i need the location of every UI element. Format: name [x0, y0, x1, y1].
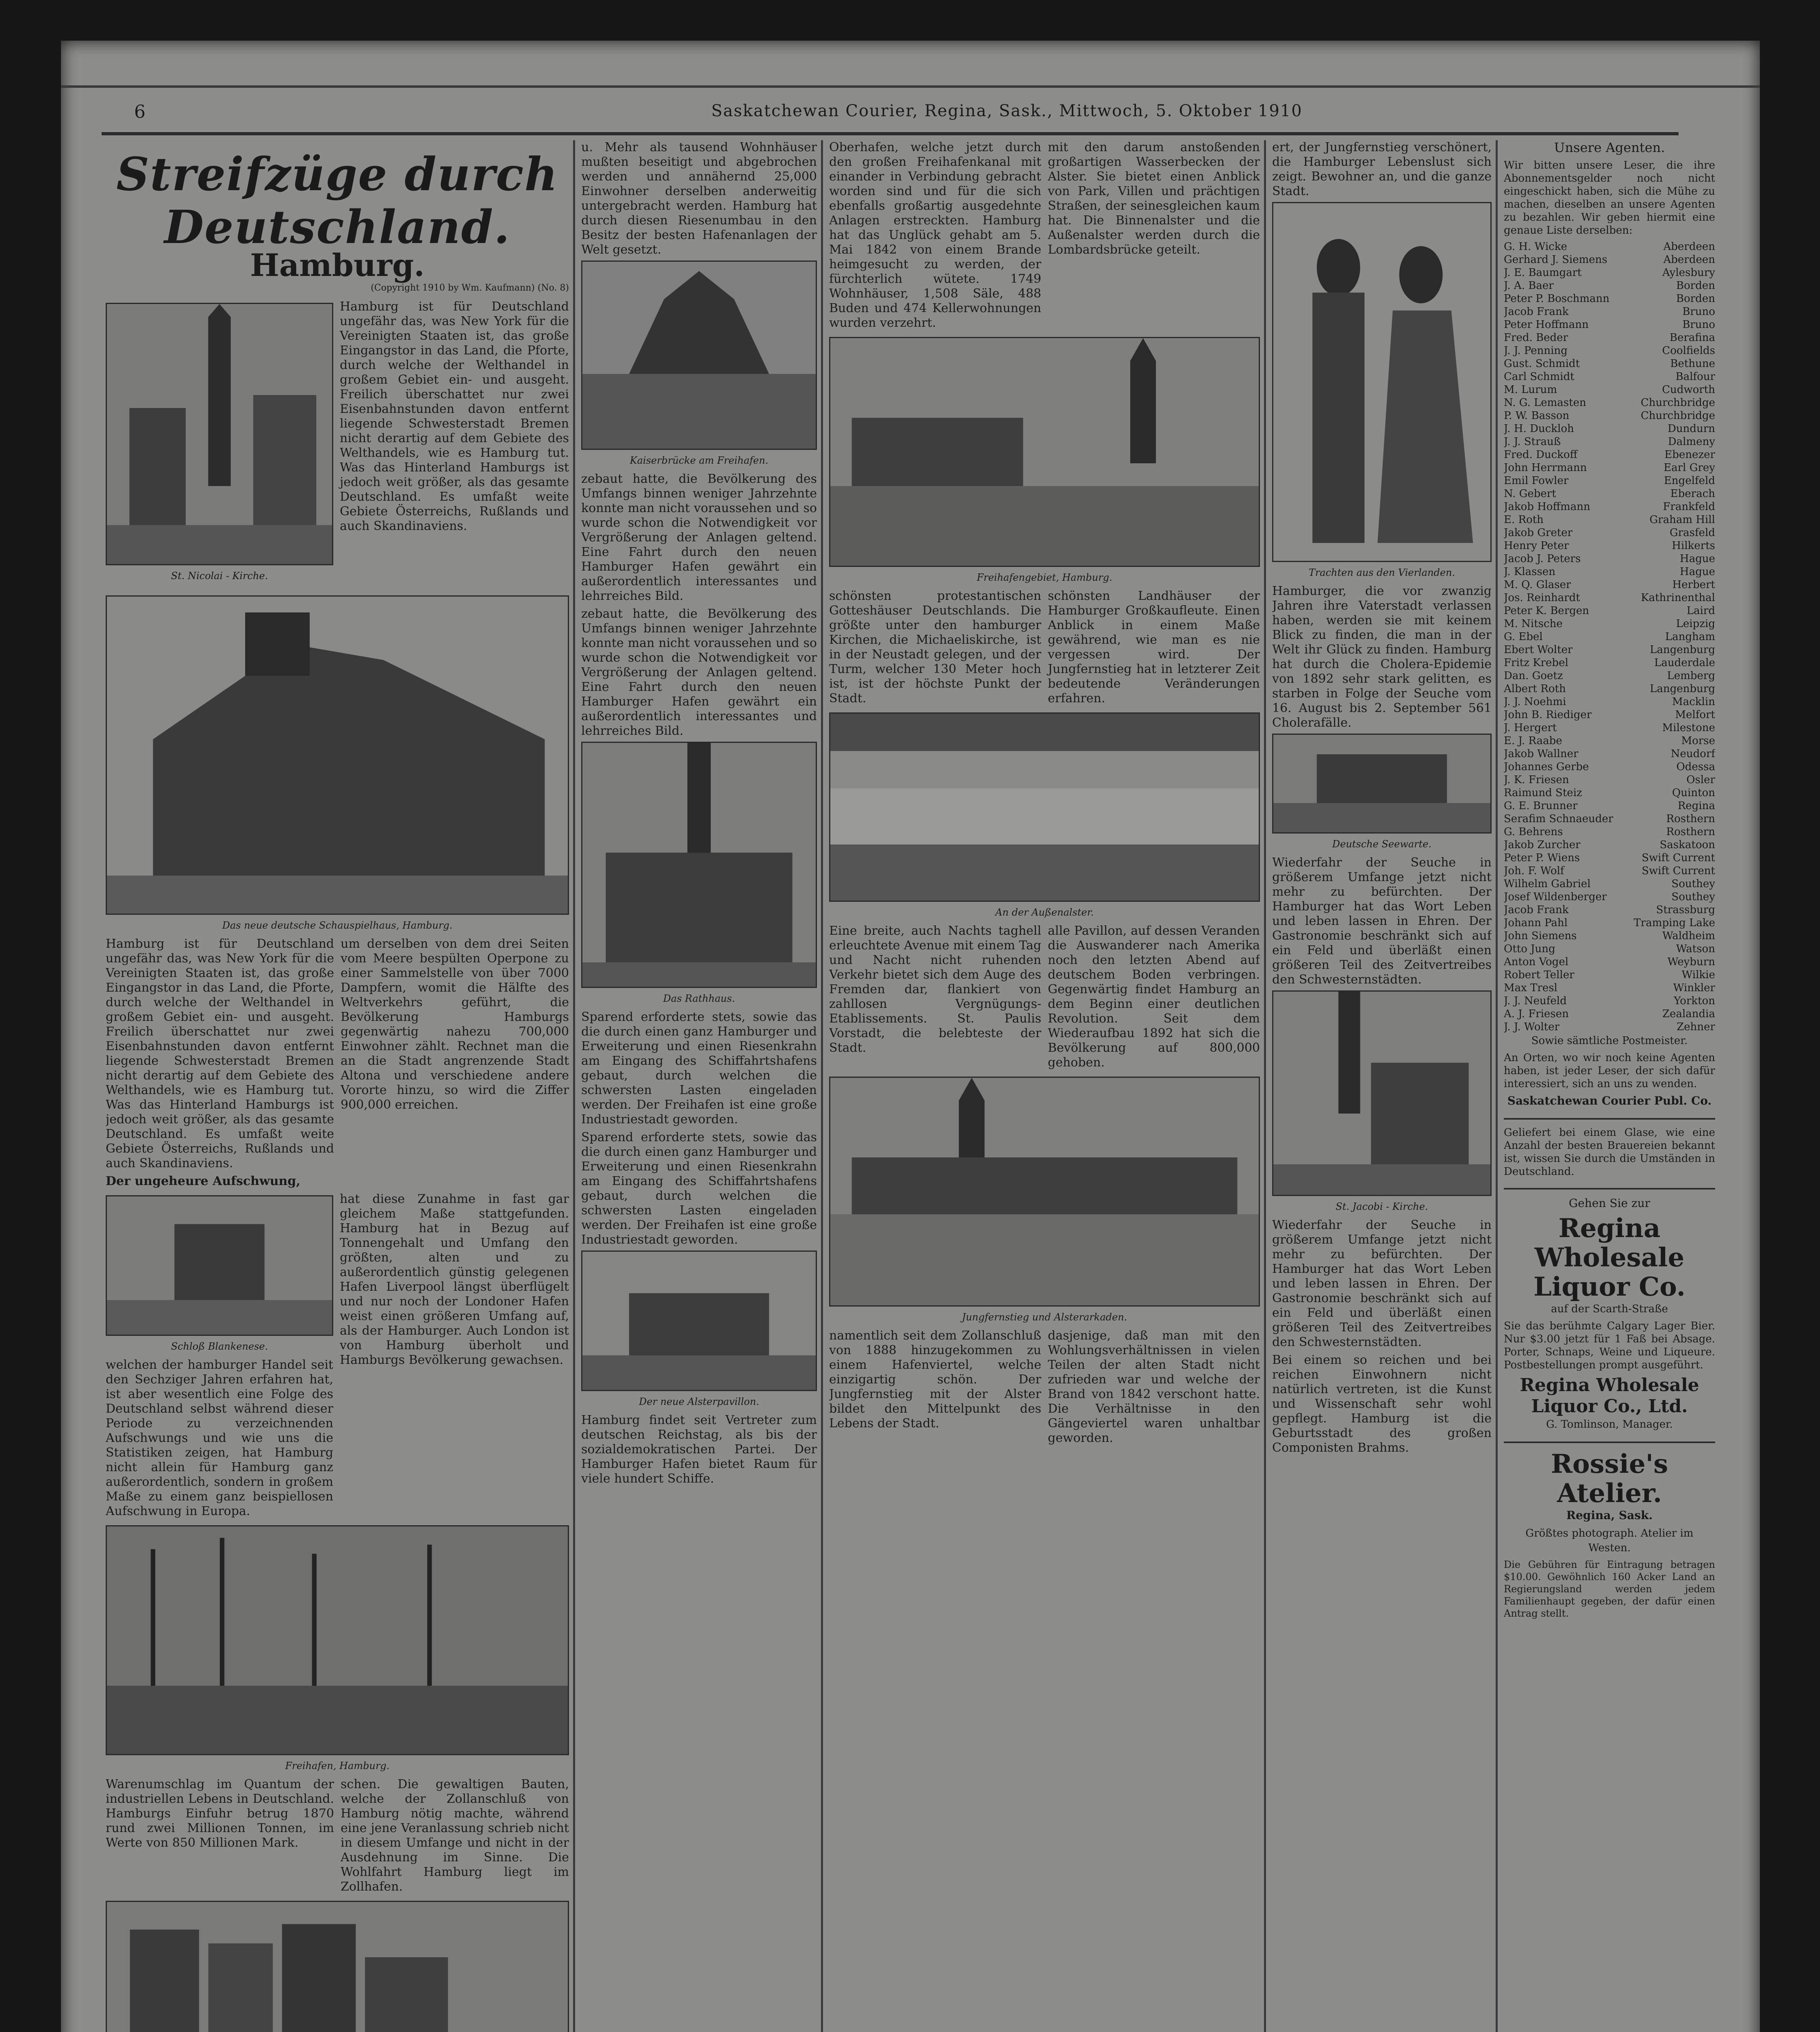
agent-name: Fritz Krebel [1504, 657, 1568, 669]
agent-row [1504, 318, 1715, 331]
column-6 [1272, 140, 1492, 2032]
agent-town: Leipzig [1676, 618, 1715, 630]
agent-row [1504, 838, 1715, 851]
agent-town: Engelfeld [1664, 475, 1715, 487]
caption-st-nicolai: St. Nicolai - Kirche. [171, 570, 268, 582]
agent-name: Jacob Frank [1504, 904, 1569, 916]
caption-jungfernstieg: Jungfernstieg und Alsterarkaden. [962, 1311, 1127, 1323]
copyright-line: (Copyright 1910 by Wm. Kaufmann) (No. 8) [371, 283, 569, 293]
agent-town: Neudorf [1670, 748, 1715, 760]
agent-name: G. E. Brunner [1504, 800, 1578, 812]
agent-town: Langenburg [1650, 683, 1715, 695]
col6-para-4: Wiederfahr der Seuche in größerem Umfange jetzt nicht mehr zu befürchten. Der Hamburger hat das Wort Leben und leben lassen in Ehren. Der Gastronomie beschränkt sich auf ein Feld und überläßt einen größeren Teil des Zeitvertreibes den Schwesternstädten. [1272, 1218, 1492, 1349]
newspaper-page [61, 41, 1760, 2032]
agent-row [1504, 773, 1715, 786]
header-rule [102, 132, 1679, 135]
atelier-sub: Größtes photograph. Atelier im Westen. [1525, 1527, 1694, 1554]
agent-town: Ebenezer [1664, 449, 1715, 461]
agent-town: Bethune [1670, 358, 1715, 370]
agent-row [1504, 708, 1715, 721]
agent-name: John Siemens [1504, 930, 1577, 942]
agent-town: Balfour [1675, 371, 1715, 383]
caption-freihafen: Freihafen, Hamburg. [285, 1760, 390, 1771]
agent-name: J. J. Wolter [1504, 1021, 1560, 1033]
agent-name: M. Lurum [1504, 384, 1557, 396]
agent-row [1504, 539, 1715, 552]
agent-row [1504, 799, 1715, 812]
agent-row [1504, 864, 1715, 877]
agent-name: J. J. Neufeld [1504, 995, 1567, 1007]
agent-row [1504, 435, 1715, 448]
liquor-intro: Gehen Sie zur [1568, 1196, 1651, 1210]
agent-town: Southey [1671, 891, 1715, 903]
illustration-schloss [106, 1195, 333, 1336]
caption-kaiserbruecke: Kaiserbrücke am Freihafen. [630, 455, 769, 466]
col4-para-1: Oberhafen, welche jetzt durch den großen Freihafenkanal mit einander in Verbindung gebracht worden sind und für die sich ebenfalls großartig ausgedehnte Anlagen erstreckten. Hamburg hat das Unglück gehabt am 5. Mai 1842 von einem Brande heimgesucht zu werden, der fürchterlich wütete. 1749 Wohnhäuser, 1,508 Säle, 488 Buden und 474 Kellerwohnungen wurden verzehrt. [829, 140, 1041, 330]
agent-row [1504, 747, 1715, 760]
caption-aussenalster: An der Außenalster. [995, 907, 1094, 918]
column-3 [581, 140, 817, 2032]
agent-row [1504, 461, 1715, 474]
agent-town: Winkler [1673, 982, 1715, 994]
agent-row [1504, 825, 1715, 838]
agent-row [1504, 968, 1715, 981]
liquor-name: Regina Wholesale Liquor Co. [1533, 1213, 1686, 1302]
agent-row [1504, 292, 1715, 305]
col1-para-3: welchen der hamburger Handel seit den Sechziger Jahren erfahren hat, ist aber wesentlich eine Folge des Deutschland selbst während dieser Periode zu verzeichnenden Aufschwungs und wie uns die Statistiken zeigen, hat Hamburg nicht allein für Hamburg ganz außerordentlich, sondern in großem Maße zu einem ganz beispiellosen Aufschwung in Europa. [106, 1358, 333, 1518]
agent-row [1504, 643, 1715, 656]
page-header [61, 41, 1760, 122]
agent-name: Peter K. Bergen [1504, 605, 1589, 617]
agent-name: Otto Jung [1504, 943, 1555, 955]
illustration-jungfernstieg [829, 1077, 1260, 1307]
column-divider-2 [821, 140, 823, 2032]
agent-row [1504, 630, 1715, 643]
illustration-alte-stadt [106, 1901, 569, 2032]
col6-para-2: Hamburger, die vor zwanzig Jahren ihre Vaterstadt verlassen haben, werden sie mit keinem Blick zu finden, die man in der Welt ihr Glück zu finden. Hamburg hat durch die Cholera-Epidemie von 1892 sehr stark gelitten, es starben in Folge der Seuche vom 16. August bis 2. September 561 Cholerafälle. [1272, 584, 1492, 730]
agent-town: Kathrinenthal [1641, 592, 1715, 604]
illustration-st-jacobi [1272, 990, 1492, 1196]
col3-para-3b: Sparend erforderte stets, sowie das die durch einen ganz Hamburger und Erweiterung und einen Riesenkrahn am Eingang des Schiffahrtshafens gebaut, durch welchen die schwersten Lasten eingeladen werden. Der Freihafen ist eine große Industriestadt geworden. [581, 1130, 817, 1247]
col3-para-2: zebaut hatte, die Bevölkerung des Umfangs binnen weniger Jahrzehnte konnte man nicht voraussehen und so wurde schon die Notwendigkeit vor Vergrößerung der Anlagen geltend. Eine Fahrt durch den neuen Hamburger Hafen gewährt ein außerordentlich interessantes und lehrreiches Bild. [581, 472, 817, 603]
caption-st-jacobi: St. Jacobi - Kirche. [1336, 1201, 1428, 1212]
agent-town: Langham [1665, 631, 1715, 643]
agent-name: N. G. Lemasten [1504, 397, 1586, 409]
agent-town: Quinton [1672, 787, 1715, 799]
illustration-alsterpavillon [581, 1250, 817, 1391]
agents-footer-2: An Orten, wo wir noch keine Agenten haben, ist jeder Leser, der sich dafür interessiert, sich an uns zu wenden. [1504, 1052, 1715, 1090]
agent-row [1504, 903, 1715, 916]
agent-name: J. K. Friesen [1504, 774, 1569, 786]
agent-name: G. Ebel [1504, 631, 1543, 643]
agent-name: E. Roth [1504, 514, 1544, 526]
column-agents [1504, 140, 1715, 2032]
agent-row [1504, 851, 1715, 864]
agent-row [1504, 812, 1715, 825]
agent-row [1504, 253, 1715, 266]
agent-row [1504, 929, 1715, 942]
agent-town: Churchbridge [1640, 410, 1715, 422]
agent-row [1504, 994, 1715, 1007]
agent-row [1504, 370, 1715, 383]
agents-title: Unsere Agenten. [1554, 140, 1665, 155]
agent-town: Rosthern [1666, 813, 1715, 825]
agent-row [1504, 981, 1715, 994]
agent-row [1504, 955, 1715, 968]
col1-para-2: Hamburg ist für Deutschland ungefähr das, was New York für die Vereinigten Staaten ist, das große Eingangstor in das Land, die Pforte, durch welche der Welthandel in großem Gebiet ein- und ausgeht. Freilich überschattet nur zwei Eisenbahnstunden davon entfernt liegende Schwesterstadt Bremen nicht derartig auf dem Gebiete des Welthandels, wie es Hamburg tut. Was das Hinterland Hamburgs ist jedoch weit größer, als das gesamte Deutschland. Es umfaßt weite Gebiete Österreichs, Rußlands und auch Skandinaviens. [106, 937, 334, 1170]
agent-town: Wilkie [1681, 969, 1715, 981]
agent-name: Max Tresl [1504, 982, 1557, 994]
illustration-aussenalster [829, 712, 1260, 902]
agent-town: Tramping Lake [1633, 917, 1715, 929]
agent-row [1504, 721, 1715, 734]
article-subtitle: Hamburg. [250, 247, 425, 283]
agent-name: Ebert Wolter [1504, 644, 1573, 656]
agent-town: Dundurn [1668, 423, 1715, 435]
illustration-freihafengebiet [829, 337, 1260, 567]
ad-rossie-atelier [1504, 1442, 1715, 1620]
caption-rathaus: Das Rathhaus. [663, 993, 735, 1004]
atelier-text: Die Gebühren für Eintragung betragen $10.00. Gewöhnlich 160 Acker Land an Regierungsland werden jedem Familienhaupt gegeben, der dafür einen Antrag stellt. [1504, 1559, 1715, 1619]
agent-town: Melfort [1675, 709, 1715, 721]
col3-para-3: Sparend erforderte stets, sowie das die durch einen ganz Hamburger und Erweiterung und einen Riesenkrahn am Eingang des Schiffahrtshafens gebaut, durch welchen die schwersten Lasten eingeladen werden. Der Freihafen ist eine große Industriestadt geworden. [581, 1010, 817, 1127]
agent-name: Gerhard J. Siemens [1504, 254, 1607, 266]
col6-para-5: Bei einem so reichen und bei reichen Einwohnern nicht natürlich vertreten, ist die Kunst und Wissenschaft sehr wohl gepflegt. Hamburg ist die Geburtsstadt des großen Componisten Brahms. [1272, 1353, 1492, 1455]
col3-para-4: Hamburg findet seit Vertreter zum deutschen Reichstag, als bis der sozialdemokratischen Partei. Der Hamburger Hafen bietet Raum für viele hundert Schiffe. [581, 1413, 817, 1486]
caption-schloss: Schloß Blankenese. [171, 1341, 268, 1352]
agent-row [1504, 890, 1715, 903]
illustration-vierlanden [1272, 202, 1492, 562]
masthead: Saskatchewan Courier, Regina, Sask., Mittwoch, 5. Oktober 1910 [711, 102, 1303, 120]
illustration-st-nicolai [106, 303, 333, 565]
agent-row [1504, 331, 1715, 344]
agent-row [1504, 682, 1715, 695]
agent-name: Carl Schmidt [1504, 371, 1575, 383]
caption-schauspielhaus: Das neue deutsche Schauspielhaus, Hamburg. [222, 920, 453, 931]
liquor-manager: G. Tomlinson, Manager. [1546, 1418, 1673, 1431]
agent-town: Strassburg [1656, 904, 1715, 916]
agent-row [1504, 942, 1715, 955]
agent-row [1504, 409, 1715, 422]
agent-town: Hilkerts [1672, 540, 1715, 552]
col1-para-1: Hamburg ist für Deutschland ungefähr das, was New York für die Vereinigten Staaten ist, das große Eingangstor in das Land, die Pforte, durch welche der Welthandel in großem Gebiet ein- und ausgeht. Freilich überschattet nur zwei Eisenbahnstunden davon entfernt liegende Schwesterstadt Bremen nicht derartig auf dem Gebiete des Welthandels, wie es Hamburg tut. Was das Hinterland Hamburgs ist jedoch weit größer, als das gesamte Deutschland. Es umfaßt weite Gebiete Österreichs, Rußlands und auch Skandinaviens. [340, 300, 569, 533]
agent-town: Southey [1671, 878, 1715, 890]
agent-town: Bruno [1682, 306, 1715, 318]
page-number: 6 [134, 102, 146, 122]
agent-name: J. J. Strauß [1504, 436, 1561, 448]
col1-para-4: Warenumschlag im Quantum der industriellen Lebens in Deutschland. Hamburgs Einfuhr betrug 1870 rund zwei Millionen Tonnen, im Werte von 850 Millionen Mark. [106, 1777, 334, 1850]
col3-para-1: u. Mehr als tausend Wohnhäuser mußten beseitigt und abgebrochen werden und annähernd 25,000 Einwohner derselben anderweitig untergebracht werden. Hamburg hat durch diesen Riesenumbau in den Besitz der besten Hafenanlagen der Welt gesetzt. [581, 140, 817, 257]
agent-name: Albert Roth [1504, 683, 1566, 695]
agent-name: Gust. Schmidt [1504, 358, 1580, 370]
illustration-kaiserbruecke [581, 261, 817, 450]
agent-name: J. Hergert [1504, 722, 1557, 734]
col3-para-2b: zebaut hatte, die Bevölkerung des Umfangs binnen weniger Jahrzehnte konnte man nicht voraussehen und so wurde schon die Notwendigkeit vor Vergrößerung der Anlagen geltend. Eine Fahrt durch den neuen Hamburger Hafen gewährt ein außerordentlich interessantes und lehrreiches Bild. [581, 607, 817, 738]
publisher-name: Saskatchewan Courier Publ. Co. [1507, 1094, 1712, 1107]
caption-vierlanden: Trachten aus den Vierlanden. [1308, 567, 1455, 578]
col5-para-3: alle Pavillon, auf dessen Veranden die Auswanderer nach Amerika noch den letzten Abend auf deutschem Boden verbringen. Gegenwärtig findet Hamburg an dem Beginn einer deutlichen Revolution. Seit dem Wiederaufbau 1892 hat sich die Bevölkerung auf 800,000 gehoben. [1048, 924, 1260, 1070]
agent-town: Aberdeen [1663, 254, 1715, 266]
agent-town: Swift Current [1642, 852, 1715, 864]
atelier-name: Rossie's Atelier. [1551, 1449, 1668, 1509]
agent-row [1504, 448, 1715, 461]
agent-name: Wilhelm Gabriel [1504, 878, 1591, 890]
caption-seewarte: Deutsche Seewarte. [1332, 838, 1432, 850]
agent-name: John B. Riediger [1504, 709, 1592, 721]
agent-row [1504, 578, 1715, 591]
agent-town: Hague [1680, 553, 1715, 565]
agent-row [1504, 240, 1715, 253]
agent-row [1504, 669, 1715, 682]
agent-town: Osler [1686, 774, 1715, 786]
col1-heading: Der ungeheure Aufschwung, [106, 1174, 300, 1188]
agent-name: Henry Peter [1504, 540, 1569, 552]
agent-name: Josef Wildenberger [1504, 891, 1607, 903]
agent-town: Langenburg [1650, 644, 1715, 656]
agent-row [1504, 695, 1715, 708]
agent-town: Waldheim [1662, 930, 1715, 942]
agent-row [1504, 487, 1715, 500]
agent-name: J. J. Penning [1504, 345, 1568, 357]
agent-name: Joh. F. Wolf [1504, 865, 1564, 877]
agent-name: Raimund Steiz [1504, 787, 1582, 799]
agent-town: Odessa [1676, 761, 1715, 773]
agent-name: Jacob J. Peters [1504, 553, 1581, 565]
agent-town: Macklin [1672, 696, 1715, 708]
agent-town: Zealandia [1662, 1008, 1715, 1020]
ad-regina-liquor [1504, 1188, 1715, 1432]
agent-town: Saskatoon [1659, 839, 1715, 851]
agent-row [1504, 396, 1715, 409]
illustration-rathaus [581, 742, 817, 988]
agent-name: Johann Pahl [1504, 917, 1568, 929]
agent-name: Anton Vogel [1504, 956, 1569, 968]
agent-town: Weyburn [1667, 956, 1715, 968]
agent-name: Jacob Frank [1504, 306, 1569, 318]
ad-beer-note [1504, 1118, 1715, 1178]
agent-name: Jakob Wallner [1504, 748, 1579, 760]
agent-name: Jakob Hoffmann [1504, 501, 1590, 513]
agent-town: Frankfeld [1663, 501, 1715, 513]
agent-row [1504, 656, 1715, 669]
agent-town: Dalmeny [1668, 436, 1715, 448]
agent-row [1504, 266, 1715, 279]
agent-town: Yorkton [1674, 995, 1715, 1007]
column-divider-3 [1264, 140, 1266, 2032]
agent-name: Robert Teller [1504, 969, 1575, 981]
agent-town: Borden [1676, 280, 1715, 292]
agent-row [1504, 526, 1715, 539]
agent-row [1504, 591, 1715, 604]
col2-para-3: schen. Die gewaltigen Bauten, welche der Zollanschluß von Hamburg nötig machte, während eine jene Veranlassung schrieb nicht in diesem Umfange und nicht in der Ausdehnung im Sinne. Die Wohlfahrt Hamburg liegt im Zollhafen. [341, 1777, 569, 1894]
agent-name: N. Gebert [1504, 488, 1556, 500]
agent-row [1504, 1007, 1715, 1020]
agent-name: J. E. Baumgart [1504, 267, 1582, 279]
agent-row [1504, 383, 1715, 396]
agent-name: Jakob Zurcher [1504, 839, 1581, 851]
agent-town: Herbert [1672, 579, 1715, 591]
agent-row [1504, 760, 1715, 773]
agent-row [1504, 604, 1715, 617]
liquor-text: Sie das berühmte Calgary Lager Bier. Nur $3.00 jetzt für 1 Faß bei Absage. Porter, Schnaps, Weine und Liqueure. Postbestellungen prompt ausgeführt. [1504, 1320, 1715, 1371]
agent-name: Fred. Beder [1504, 332, 1568, 344]
col6-para-1: ert, der Jungfernstieg verschönert, die Hamburger Lebenslust sich zeigt. Bewohner an, und die ganze Stadt. [1272, 140, 1492, 198]
agent-name: J. A. Baer [1504, 280, 1554, 292]
agent-town: Watson [1676, 943, 1715, 955]
agent-row [1504, 1020, 1715, 1033]
caption-alsterpavillon: Der neue Alsterpavillon. [639, 1396, 759, 1407]
agent-name: M. Q. Glaser [1504, 579, 1571, 591]
agent-town: Berafina [1669, 332, 1715, 344]
agent-name: J. Klassen [1504, 566, 1555, 578]
agent-town: Aberdeen [1663, 241, 1715, 253]
column-1 [106, 140, 569, 2032]
column-divider-1 [573, 140, 575, 2032]
agent-town: Hague [1680, 566, 1715, 578]
col2-para-2: hat diese Zunahme in fast gar gleichem Maße stattgefunden. Hamburg hat in Bezug auf Tonnengehalt und Umfang den größten, alten und zu außerordentlich günstig gelegenen Hafen Liverpool längst überflügelt und nur noch der Londoner Hafen weist einen größeren Umfang auf, als der Hamburger. Auch London ist von Hamburg überholt und Hamburgs Bevölkerung gewachsen. [340, 1192, 569, 1367]
agent-town: Grasfeld [1669, 527, 1715, 539]
agent-town: Milestone [1662, 722, 1715, 734]
col4-para-4: namentlich seit dem Zollanschluß von 1888 hinzugekommen zu einem Hafenviertel, welche einzigartig schön. Der Jungfernstieg mit der Alster bildet den Mittelpunkt des Lebens der Stadt. [829, 1329, 1041, 1431]
column-4-5 [829, 140, 1260, 2032]
agent-town: Graham Hill [1649, 514, 1715, 526]
col5-para-2: schönsten Landhäuser der Hamburger Großkaufleute. Einen Anblick in einem Maße gewährend, wie man es nie vergessen wird. Der Jungfernstieg hat in letzterer Zeit bedeutende Veränderungen erfahren. [1048, 589, 1260, 706]
col4-para-2: schönsten protestantischen Gotteshäuser Deutschlands. Die größte unter den hamburger Kirchen, die Michaeliskirche, ist in der Neustadt gelegen, und der Turm, welcher 130 Meter hoch ist, ist der höchste Punkt der Stadt. [829, 589, 1041, 706]
agent-row [1504, 617, 1715, 630]
col6-para-3: Wiederfahr der Seuche in größerem Umfange jetzt nicht mehr zu befürchten. Der Hamburger hat das Wort Leben und leben lassen in Ehren. Der Gastronomie beschränkt sich auf ein Feld und überläßt einen größeren Teil des Zeitvertreibes den Schwesternstädten. [1272, 855, 1492, 987]
agent-town: Coolfields [1662, 345, 1715, 357]
illustration-schauspielhaus [106, 595, 569, 915]
agent-town: Zehner [1677, 1021, 1715, 1033]
agent-town: Earl Grey [1664, 462, 1715, 474]
column-divider-4 [1496, 140, 1498, 2032]
agent-row [1504, 513, 1715, 526]
agent-town: Lemberg [1667, 670, 1715, 682]
agent-name: Dan. Goetz [1504, 670, 1563, 682]
agent-name: Serafim Schnaeuder [1504, 813, 1614, 825]
agent-list [1504, 240, 1715, 1033]
agent-row [1504, 305, 1715, 318]
agent-name: Peter P. Wiens [1504, 852, 1580, 864]
agent-name: M. Nitsche [1504, 618, 1563, 630]
agent-row [1504, 552, 1715, 565]
agent-town: Aylesbury [1662, 267, 1715, 279]
illustration-seewarte [1272, 734, 1492, 834]
col5-para-1: mit den darum anstoßenden großartigen Wasserbecken der Alster. Sie bietet einen Anblick von Park, Villen und prächtigen Straßen, der seinesgleichen kaum hat. Die Binnenalster und die Außenalster werden durch die Lombardsbrücke geteilt. [1048, 140, 1260, 257]
agent-town: Borden [1676, 293, 1715, 305]
agent-town: Swift Current [1642, 865, 1715, 877]
agent-name: Jos. Reinhardt [1504, 592, 1580, 604]
agent-town: Laird [1686, 605, 1715, 617]
agent-town: Eberach [1670, 488, 1715, 500]
agent-name: Fred. Duckoff [1504, 449, 1578, 461]
agents-intro: Wir bitten unsere Leser, die ihre Abonnementsgelder noch nicht eingeschickt haben, sich die Mühe zu machen, dieselben an unsere Agenten zu bezahlen. Wir geben hiermit eine genaue Liste derselben: [1504, 159, 1715, 237]
col2-para-1: um derselben von dem drei Seiten vom Meere bespülten Operpone zu einer Sammelstelle von über 7000 Dampfern, womit die Hälfte des Weltverkehrs geführt, die Bevölkerung Hamburgs gegenwärtig nahezu 700,000 Einwohner zählt. Rechnet man die an die Stadt angrenzende Stadt Altona und verschiedene andere Vororte hinzu, so wird die Ziffer 900,000 erreichen. [341, 937, 569, 1112]
agent-row [1504, 279, 1715, 292]
caption-freihafengebiet: Freihafengebiet, Hamburg. [977, 572, 1112, 583]
agent-row [1504, 500, 1715, 513]
col4-para-3: Eine breite, auch Nachts taghell erleuchtete Avenue mit einem Tag und Nacht nicht ruhenden Verkehr bietet sich dem Auge des Fremden dar, flankiert von zahllosen Vergnügungs-Etablissements. St. Paulis Vorstadt, die belebteste der Stadt. [829, 924, 1041, 1055]
agent-name: E. J. Raabe [1504, 735, 1562, 747]
agent-name: Jakob Greter [1504, 527, 1573, 539]
agent-row [1504, 734, 1715, 747]
agent-name: J. H. Duckloh [1504, 423, 1574, 435]
agent-name: Peter P. Boschmann [1504, 293, 1610, 305]
liquor-signature: Regina Wholesale Liquor Co., Ltd. [1520, 1375, 1699, 1417]
article-title: Streifzüge durch Deutschland. [116, 148, 558, 254]
agent-row [1504, 344, 1715, 357]
agent-name: Johannes Gerbe [1504, 761, 1589, 773]
agent-town: Churchbridge [1640, 397, 1715, 409]
illustration-freihafen [106, 1525, 569, 1755]
agent-town: Regina [1677, 800, 1715, 812]
agent-name: J. J. Noehmi [1504, 696, 1566, 708]
agents-footer: Sowie sämtliche Postmeister. [1531, 1035, 1688, 1047]
agent-row [1504, 877, 1715, 890]
agent-name: John Herrmann [1504, 462, 1587, 474]
agent-name: Emil Fowler [1504, 475, 1569, 487]
agent-town: Rosthern [1666, 826, 1715, 838]
agent-row [1504, 422, 1715, 435]
agent-town: Bruno [1682, 319, 1715, 331]
agent-town: Cudworth [1662, 384, 1715, 396]
agent-row [1504, 916, 1715, 929]
agent-name: Peter Hoffmann [1504, 319, 1589, 331]
beer-note-text: Geliefert bei einem Glase, wie eine Anzahl der besten Brauereien bekannt ist, wissen Sie durch die Umständen in Deutschland. [1504, 1127, 1715, 1178]
agent-name: G. Behrens [1504, 826, 1563, 838]
agent-row [1504, 786, 1715, 799]
agent-row [1504, 357, 1715, 370]
atelier-city: Regina, Sask. [1566, 1509, 1653, 1522]
agent-town: Morse [1681, 735, 1715, 747]
col5-para-4: dasjenige, daß man mit den Wohlungsverhältnissen in vielen Teilen der alten Stadt nicht zufrieden war und welche der Brand von 1842 verschont hatte. Die Verhältnisse in den Gängeviertel waren unhaltbar geworden. [1048, 1329, 1260, 1445]
agent-name: A. J. Friesen [1504, 1008, 1569, 1020]
liquor-address: auf der Scarth-Straße [1551, 1303, 1668, 1315]
agent-row [1504, 474, 1715, 487]
agent-row [1504, 565, 1715, 578]
agent-name: P. W. Basson [1504, 410, 1570, 422]
agent-town: Lauderdale [1654, 657, 1715, 669]
agent-name: G. H. Wicke [1504, 241, 1567, 253]
